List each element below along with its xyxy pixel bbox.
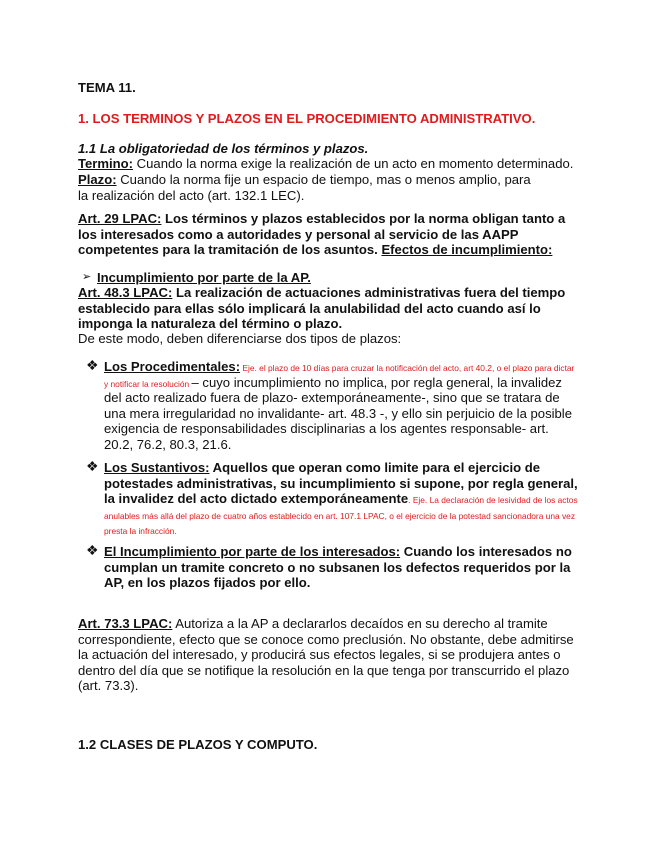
sustantivos-note: . Eje. La declaración de lesividad de los actos anulables más allá del plazo de cuatro años establecido en art. 107.1 LPAC, o el ejercicio de la potestad sancionadora una vez presta la infracción. <box>104 495 578 537</box>
diamond-bullet-icon: ❖ <box>86 357 99 373</box>
modo-paragraph: De este modo, deben diferenciarse dos tipos de plazos: <box>78 331 402 346</box>
termino-label: Termino: <box>78 156 134 171</box>
art29-paragraph <box>78 211 568 258</box>
doc-title: TEMA 11. <box>78 80 136 95</box>
procedimentales-note: Eje. el plazo de 10 días para cruzar la notificación del acto, art 40.2, o el plazo para dictar y notificar la resolución <box>104 363 575 389</box>
art73-paragraph <box>78 616 583 694</box>
list-item-procedimentales <box>104 359 579 453</box>
procedimentales-text: – cuyo incumplimiento no implica, por regla general, la invalidez del acto realizado fuera de plazo- extemporáneamente-, sino que se tratara de una mera irregularidad no invalidante- art. 48.3 -, y ello sin perjuicio de la posible exigencia de responsabilidades disciplinarias a los agentes responsable- art. 20.2, 76.2, 80.3, 21.6. <box>104 374 572 452</box>
termino-text: Cuando la norma exige la realización de un acto en momento determinado. <box>133 156 574 171</box>
art48-text: La realización de actuaciones administrativas fuera del tiempo establecido para ellas sólo implicará la anulabilidad del acto cuando así lo imponga la naturaleza del término o plazo. <box>78 285 566 332</box>
art73-text: Autoriza a la AP a declararlos decaídos en su derecho al tramite correspondiente, efecto que se conoce como preclusión. No obstante, debe admitirse la actuación del interesado, y producirá sus efectos legales, si se produjera antes o dentro del día que se notifique la resolución en la que tenga por transcurrido el plazo (art. 73.3). <box>78 616 574 694</box>
diamond-bullet-icon: ❖ <box>86 542 99 558</box>
art29-text: Los términos y plazos establecidos por la norma obligan tanto a los interesados como a autoridades y personal al servicio de las AAPP competentes para la tramitación de los asuntos. <box>78 211 566 258</box>
sustantivos-label: Los Sustantivos: <box>104 460 210 475</box>
list-item-sustantivos <box>104 460 579 538</box>
art29-efectos: Efectos de incumplimiento: <box>381 242 553 258</box>
art48-paragraph <box>78 285 568 332</box>
plazo-label: Plazo: <box>78 172 117 187</box>
art48-label: Art. 48.3 LPAC: <box>78 285 173 300</box>
termino-paragraph <box>78 156 578 172</box>
incumplimiento-label: El Incumplimiento por parte de los interesados: <box>104 544 401 559</box>
section-heading-2: 1.2 CLASES DE PLAZOS Y COMPUTO. <box>78 737 318 752</box>
section-heading-1: 1. LOS TERMINOS Y PLAZOS EN EL PROCEDIMIENTO ADMINISTRATIVO. <box>78 111 536 126</box>
subsection-heading: 1.1 La obligatoriedad de los términos y plazos. <box>78 141 369 156</box>
list-item-incumplimiento-interesados <box>104 544 579 591</box>
plazo-text: Cuando la norma fije un espacio de tiempo, mas o menos amplio, para la realización del acto (art. 132.1 LEC). <box>78 172 531 203</box>
sustantivos-text: Aquellos que operan como limite para el ejercicio de potestades administrativas, su incumplimiento si supone, por regla general, la invalidez del acto dictado extemporáneamente <box>104 460 578 507</box>
incumplimiento-text: Cuando los interesados no cumplan un tramite concreto o no subsanen los defectos requeridos por la AP, en los plazos fijados por ello. <box>104 544 572 591</box>
arrow-bullet-icon: ➢ <box>82 271 92 283</box>
arrow-item-incumplimiento-ap: Incumplimiento por parte de la AP. <box>97 270 311 285</box>
diamond-bullet-icon: ❖ <box>86 458 99 474</box>
procedimentales-label: Los Procedimentales: <box>104 359 241 374</box>
plazo-paragraph <box>78 172 538 203</box>
art73-label: Art. 73.3 LPAC: <box>78 616 173 631</box>
art29-label: Art. 29 LPAC: <box>78 211 162 226</box>
